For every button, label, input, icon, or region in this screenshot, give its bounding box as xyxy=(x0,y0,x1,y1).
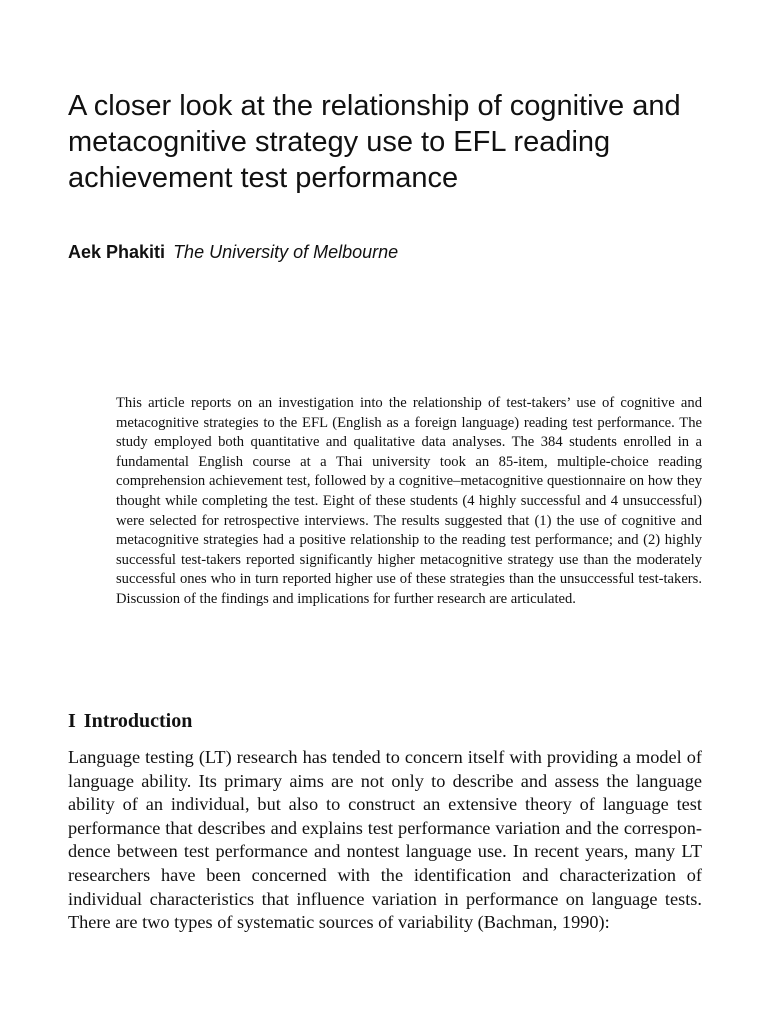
intro-paragraph: Language testing (LT) research has tended to concern itself with providing a model of language ability. Its primary aims are not only to describe and assess the language ability of an individual, but also to construct an extensive theory of language test performance that describes and explains test performance variation and the correspondence between test performance and nontest language use. In recent years, many LT researchers have been concerned with the identification and characterization of individual characteristics that influence variation in performance on language tests. There are two types of systematic sources of variability (Bachman, 1990): xyxy=(68,747,702,933)
section-title: Introduction xyxy=(83,710,193,732)
section-number: I xyxy=(68,710,76,732)
article-title: A closer look at the relationship of cognitive and metacognitive strategy use to EFL reading achievement test performance xyxy=(68,90,681,194)
abstract: This article reports on an investigation into the relationship of test-takers’ use of cognitive and metacognitive strategies to the EFL (English as a foreign language) reading test performance. The study employed both quantitative and qualitative data analyses. The 384 students enrolled in a fundamental English course at a Thai university took an 85-item, multiple-choice reading comprehension achievement test, followed by a cognitive–metacognitive questionnaire on how they thought while completing the test. Eight of these students (4 highly successful and 4 unsuccessful) were selected for retrospective interviews. The results suggested that (1) the use of cognitive and metacognitive strategies had a positive relationship to the reading test performance; and (2) highly successful test-takers reported significantly higher metacognitive strategy use than the moderately successful ones who in turn reported higher use of these strategies than the unsuccessful test-takers. Discussion of the findings and implications for further research are articulated. xyxy=(116,395,702,607)
author-affiliation: The University of Melbourne xyxy=(173,242,399,262)
section-heading xyxy=(68,708,192,734)
author-name: Aek Phakiti xyxy=(68,242,166,262)
byline xyxy=(68,240,398,264)
